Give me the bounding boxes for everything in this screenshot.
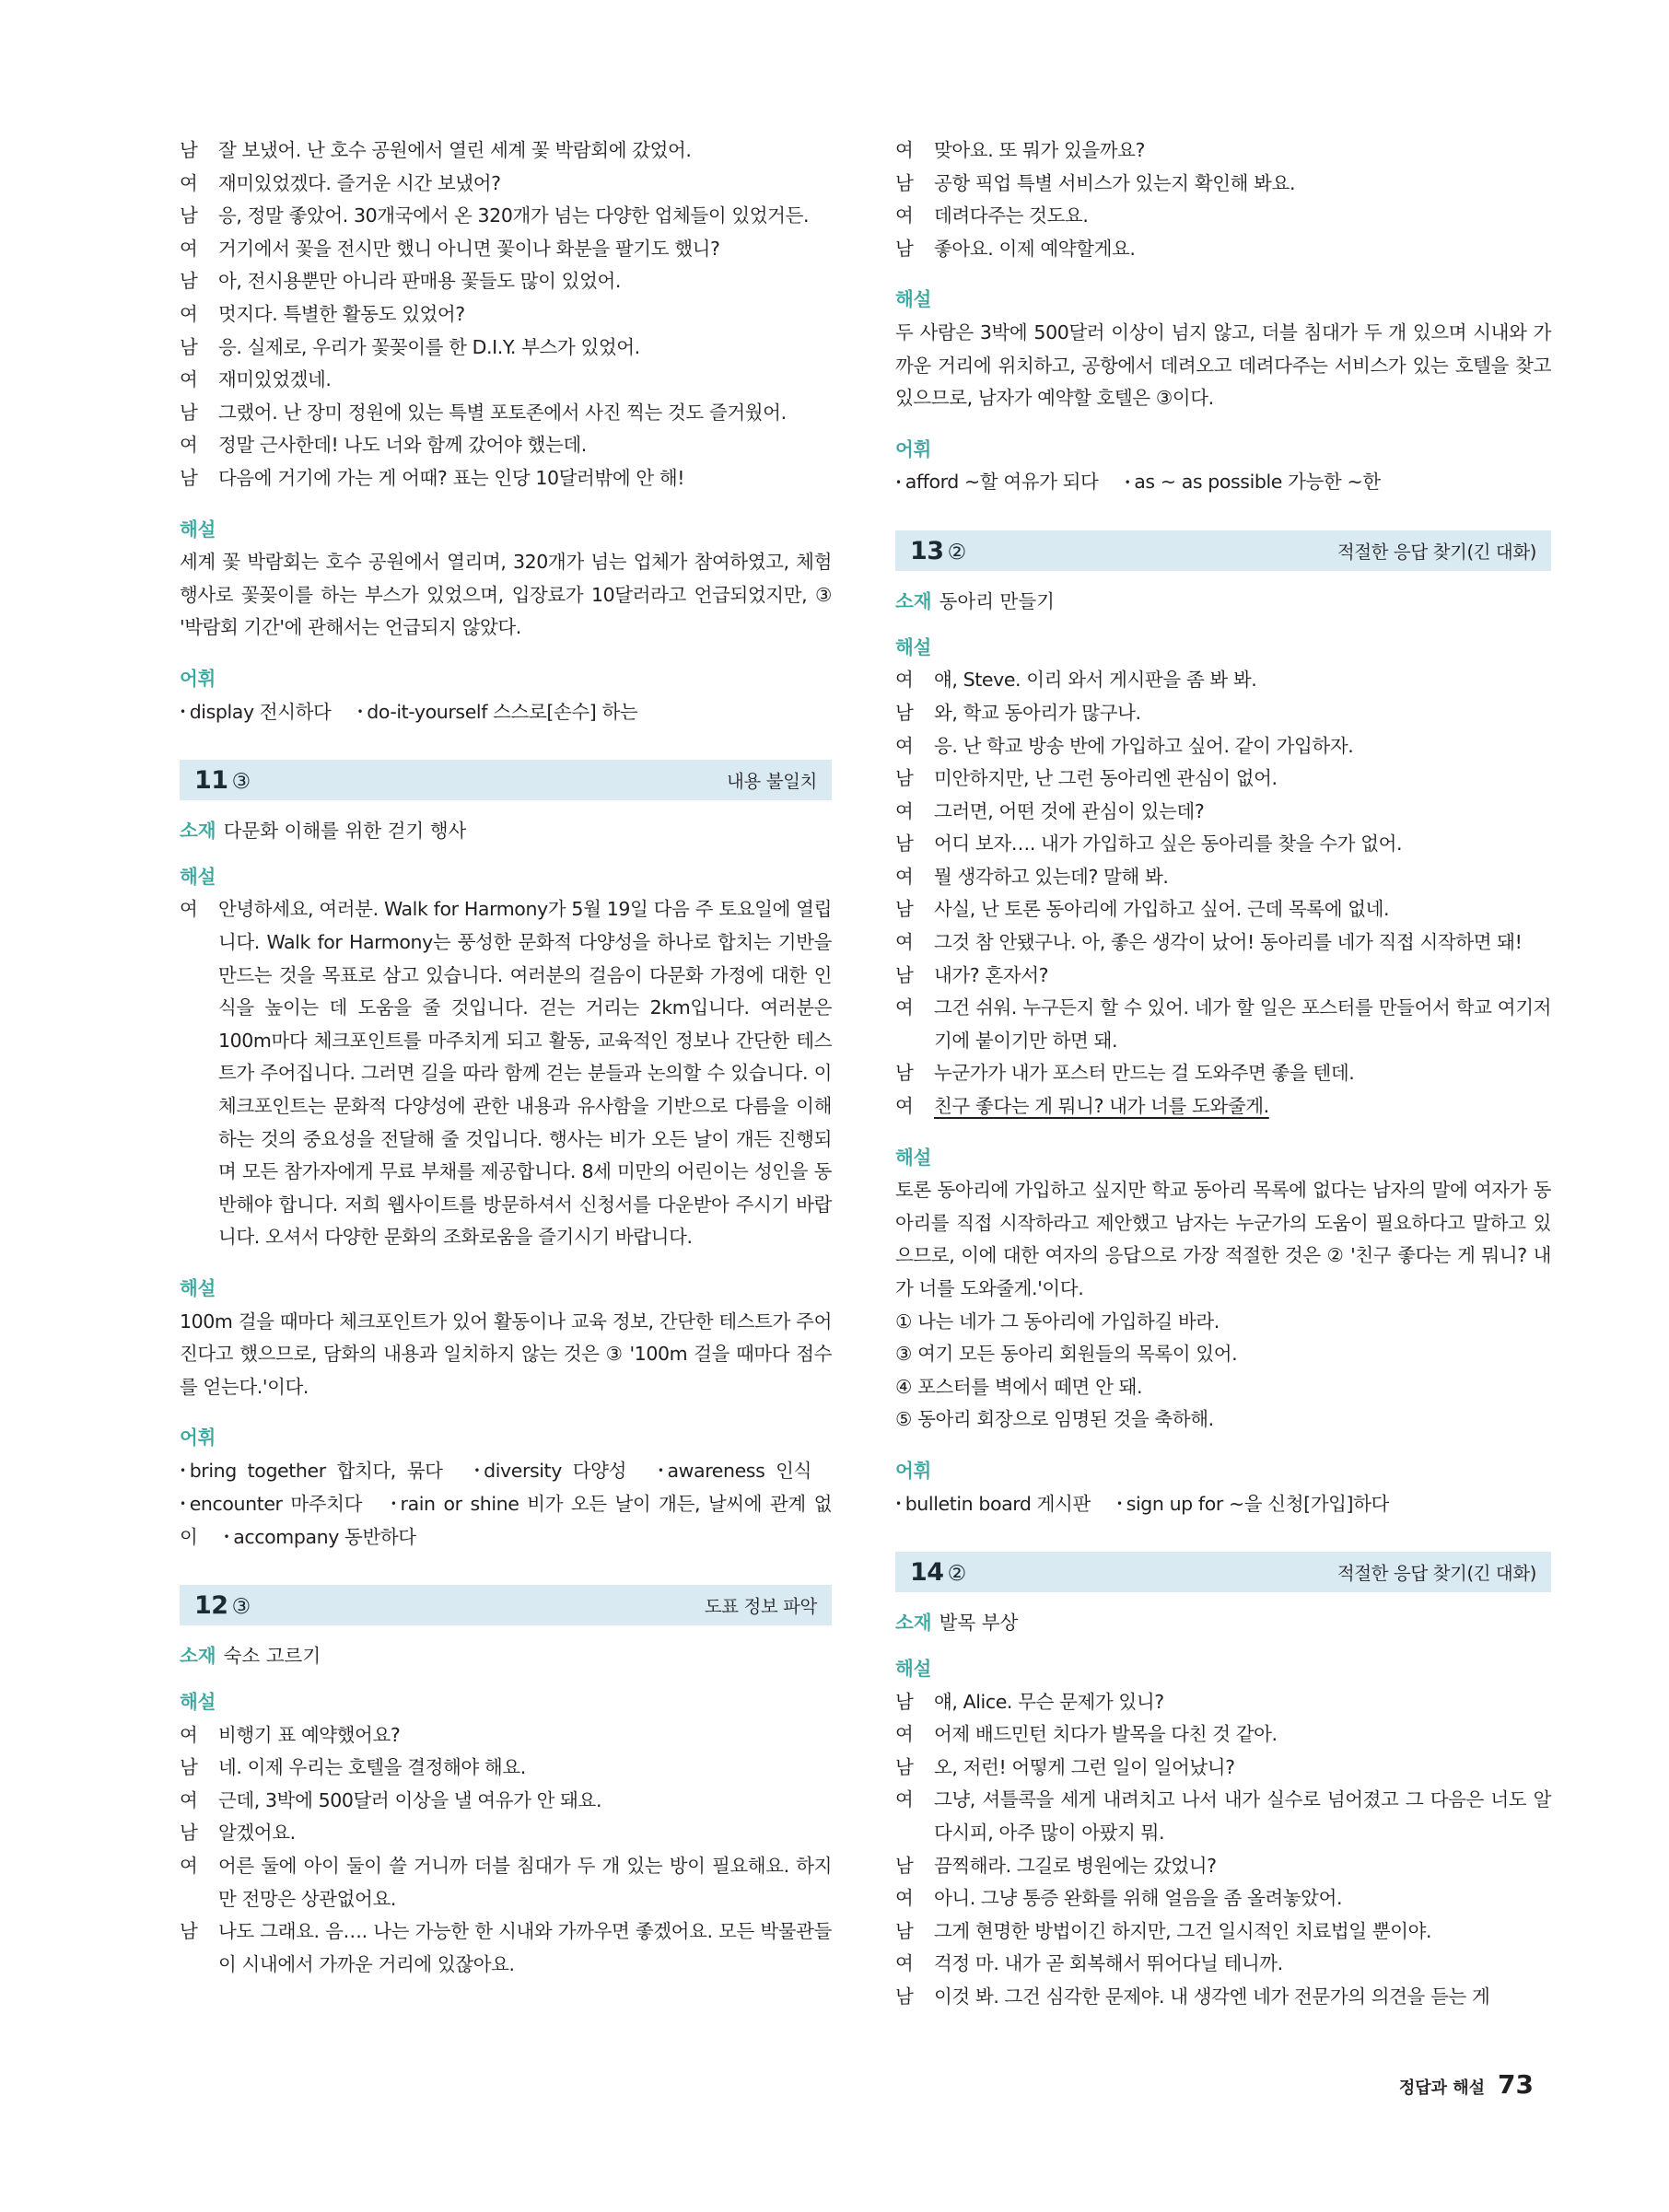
dialogue-line [180,265,832,298]
utterance-text: 아, 전시용뿐만 아니라 판매용 꽃들도 많이 있었어. [218,270,621,293]
dialogue-line [895,763,1551,796]
vocab-item: • sign up for ~을 신청[가입]하다 [1116,1492,1389,1515]
dialogue-line [180,893,832,1254]
speaker-label: 여 [895,996,914,1019]
q10-dialogue [180,134,832,495]
dialogue-line [180,168,832,201]
dialogue-line [895,1686,1551,1719]
answer-option: ① 나는 네가 그 동아리에 가입하길 바라. [895,1310,1220,1333]
speaker-label: 남 [180,401,198,424]
utterance-text: 그랬어. 난 장미 정원에 있는 특별 포토존에서 사진 찍는 것도 즐거웠어. [218,401,787,424]
right-column [895,134,1551,2014]
q11-vocab-heading: 어휘 [180,1426,216,1449]
q11-explanation-heading: 해설 [180,1277,216,1300]
speaker-label: 여 [895,799,914,822]
dialogue-line [895,1948,1551,1981]
utterance-text: 어른 둘에 아이 둘이 쓸 거니까 더블 침대가 두 개 있는 방이 필요해요. 하지만 전망은 상관없어요. [218,1854,832,1910]
utterance-text: 재미있었겠다. 즐거운 시간 보냈어? [218,171,501,194]
utterance-text: 어디 보자…. 내가 가입하고 싶은 동아리를 찾을 수가 없어. [934,832,1403,856]
dialogue-line [895,200,1551,233]
q14-translation-heading: 해설 [895,1657,932,1680]
utterance-text: 공항 픽업 특별 서비스가 있는지 확인해 봐요. [934,171,1296,194]
q11-translation-heading: 해설 [180,865,216,888]
dialogue-line [895,730,1551,763]
dialogue-line [895,1752,1551,1785]
q14-number: 14 ② [910,1557,966,1587]
bullet-icon: • [180,1464,186,1478]
utterance-text: 그냥, 셔틀콕을 세게 내려치고 나서 내가 실수로 넘어졌고 그 다음은 너도 알다시피, 아주 많이 아팠지 뭐. [934,1788,1551,1844]
vocab-item: • display 전시하다 [180,700,332,723]
speaker-label: 남 [180,1822,198,1845]
q13-header-bar [895,530,1551,571]
dialogue-line [895,664,1551,697]
utterance-text: 응. 실제로, 우리가 꽃꽂이를 한 D.I.Y. 부스가 있었어. [218,335,640,358]
vocab-item: • bring together 합치다, 묶다 [180,1459,443,1482]
utterance-text: 네. 이제 우리는 호텔을 결정해야 해요. [218,1756,526,1779]
utterance-text: 잘 보냈어. 난 호수 공원에서 열린 세계 꽃 박람회에 갔었어. [218,139,692,161]
dialogue-line [180,1817,832,1850]
q12-number: 12 ③ [194,1590,251,1620]
speaker-label: 남 [180,1756,198,1779]
vocab-item: • rain or shine 비가 오든 날이 개든, 날씨에 관계 없이 [180,1492,832,1548]
utterance-text: 오, 저런! 어떻게 그런 일이 일어났니? [934,1755,1235,1778]
q10-explanation-heading: 해설 [180,518,216,541]
speaker-label: 여 [180,237,198,260]
q13-answer-line: 여 친구 좋다는 게 뭐니? 내가 너를 도와줄게. [895,1095,1269,1118]
dialogue-line [895,1718,1551,1752]
dialogue-line [180,1719,832,1752]
utterance-text: 나도 그래요. 음…. 나는 가능한 한 시내와 가까우면 좋겠어요. 모든 박물관들이 시내에서 가까운 거리에 있잖아요. [218,1920,832,1975]
speaker-label: 남 [895,898,914,921]
dialogue-line [180,1915,832,1981]
utterance-text: 안녕하세요, 여러분. Walk for Harmony가 5월 19일 다음 주 토요일에 열립니다. Walk for Harmony는 풍성한 문화적 다양성을 하나로 합치는 기반을 만드는 것을 목표로 삼고 있습니다. 여러분의 걸음이 다문화 가정에 대한 인식을 높이는 데 도움을 줄 것입니다. 걷는 거리는 2km입니다. 여러분은 100m마다 체크포인트를 마주치게 되고 활동, 교육적인 정보나 간단한 테스트가 주어집니다. 그러면 길을 따라 함께 걷는 분들과 논의할 수 있습니다. 이 체크포인트는 문화적 다양성에 관한 내용과 유사함을 기반으로 다름을 이해하는 것의 중요성을 전달해 줄 것입니다. 행사는 비가 오든 날이 개든 진행되며 모든 참가자에게 무료 부채를 제공합니다. 8세 미만의 어린이는 성인을 동반해야 합니다. 저희 웹사이트를 방문하셔서 신청서를 다운받아 주시기 바랍니다. 오셔서 다양한 문화의 조화로움을 즐기시기 바랍니다. [218,898,832,1249]
utterance-text: 얘, Alice. 무슨 문제가 있니? [934,1690,1164,1713]
q12-vocab [895,466,1551,499]
bullet-icon: • [895,475,902,489]
dialogue-line [180,134,832,168]
speaker-label: 여 [895,931,914,954]
speaker-label: 남 [895,1985,914,2008]
speaker-label: 남 [180,466,198,489]
utterance-text: 근데, 3박에 500달러 이상을 낼 여유가 안 돼요. [218,1788,602,1811]
dialogue-line [895,796,1551,829]
utterance-text: 응. 난 학교 방송 반에 가입하고 싶어. 같이 가입하자. [934,734,1354,757]
vocab-item: • do-it-yourself 스스로[손수] 하는 [356,700,638,723]
utterance-text: 다음에 거기에 가는 게 어때? 표는 인당 10달러밖에 안 해! [218,466,685,489]
q13-translation-heading: 해설 [895,635,932,658]
speaker-label: 여 [895,669,914,692]
speaker-label: 남 [895,237,914,260]
speaker-label: 남 [180,335,198,358]
utterance-text: 어제 배드민턴 치다가 발목을 다친 것 같아. [934,1723,1278,1746]
utterance-text: 아니. 그냥 통증 완화를 위해 얼음을 좀 올려놓았어. [934,1887,1343,1910]
dialogue-line [180,364,832,397]
q13-dialogue [895,664,1551,1090]
answer-option: ③ 여기 모든 동아리 회원들의 목록이 있어. [895,1343,1238,1366]
speaker-label: 여 [895,1887,914,1910]
utterance-text: 재미있었겠네. [218,368,332,391]
utterance-text: 걱정 마. 내가 곧 회복해서 뛰어다닐 테니까. [934,1952,1283,1975]
utterance-text: 끔찍해라. 그길로 병원에는 갔었니? [934,1854,1217,1877]
speaker-label: 여 [180,1854,198,1877]
speaker-label: 여 [895,1788,914,1811]
bullet-icon: • [356,704,364,718]
utterance-text: 멋지다. 특별한 활동도 있었어? [218,302,465,325]
bullet-icon: • [473,1464,481,1478]
dialogue-line [180,233,832,266]
q10-vocab [180,696,832,729]
speaker-label: 여 [180,368,198,391]
q12-type: 도표 정보 파악 [704,1596,817,1618]
speaker-label: 남 [180,139,198,161]
speaker-label: 남 [895,1755,914,1778]
dialogue-line [895,1915,1551,1949]
footer-text: 정답과 해설 [1398,2078,1486,2098]
speaker-label: 여 [895,139,914,161]
q13-type: 적절한 응답 찾기(긴 대화) [1336,541,1536,564]
speaker-label: 여 [180,898,198,921]
speaker-label: 여 [895,1952,914,1975]
dialogue-line [895,861,1551,894]
utterance-text: 그게 현명한 방법이긴 하지만, 그건 일시적인 치료법일 뿐이야. [934,1919,1432,1942]
speaker-label: 남 [180,1920,198,1943]
speaker-label: 남 [895,1919,914,1942]
dialogue-line [180,1752,832,1785]
dialogue-line [895,992,1551,1057]
utterance-text: 얘, Steve. 이리 와서 게시판을 좀 봐 봐. [934,669,1257,692]
dialogue-line [895,697,1551,730]
utterance-text: 알겠어요. [218,1822,296,1845]
q12-dialogue-part2 [895,134,1551,265]
speaker-label: 남 [895,832,914,856]
speaker-label: 남 [895,701,914,724]
dialogue-line [895,1882,1551,1915]
speaker-label: 남 [180,270,198,293]
dialogue-line [180,397,832,430]
utterance-text: 그건 쉬워. 누구든지 할 수 있어. 네가 할 일은 포스터를 만들어서 학교 여기저기에 붙이기만 하면 돼. [934,996,1551,1052]
dialogue-line [895,893,1551,926]
q12-explanation-heading: 해설 [895,288,932,311]
utterance-text: 데려다주는 것도요. [934,204,1089,227]
vocab-item: • diversity 다양성 [473,1459,626,1482]
q13-explanation: 토론 동아리에 가입하고 싶지만 학교 동아리 목록에 없다는 남자의 말에 여자가 동아리를 직접 시작하라고 제안했고 남자는 누군가의 도움이 필요하다고 말하고 있으므로, 이에 대한 여자의 응답으로 가장 적절한 것은 ② '친구 좋다는 게 뭐니? 내가 너를 도와줄게.'이다. [895,1179,1551,1300]
vocab-item: • afford ~할 여유가 되다 [895,471,1099,494]
dialogue-line [895,926,1551,960]
q11-vocab [180,1455,832,1554]
dialogue-line [180,332,832,365]
vocab-item: • awareness 인식 [657,1459,811,1482]
q14-topic: 소재 발목 부상 [895,1612,1019,1635]
q13-underlined-answer: 친구 좋다는 게 뭐니? 내가 너를 도와줄게. [934,1095,1269,1118]
speaker-label: 남 [895,1854,914,1877]
q11-topic: 소재 다문화 이해를 위한 걷기 행사 [180,820,467,843]
speaker-label: 여 [180,1723,198,1746]
utterance-text: 이것 봐. 그건 심각한 문제야. 내 생각엔 네가 전문가의 의견을 듣는 게 [934,1985,1490,2008]
vocab-item: • as ~ as possible 가능한 ~한 [1124,471,1381,494]
vocab-item: • bulletin board 게시판 [895,1492,1091,1515]
dialogue-line [180,462,832,495]
speaker-label: 여 [895,734,914,757]
utterance-text: 비행기 표 예약했어요? [218,1723,401,1746]
speaker-label: 남 [895,171,914,194]
q12-translation-heading: 해설 [180,1690,216,1713]
vocab-item: • accompany 동반하다 [223,1525,416,1548]
bullet-icon: • [657,1464,664,1478]
q12-topic: 소재 숙소 고르기 [180,1645,321,1668]
q14-type: 적절한 응답 찾기(긴 대화) [1336,1563,1536,1585]
dialogue-line [895,233,1551,266]
bullet-icon: • [223,1530,230,1543]
q11-number: 11 ③ [194,765,251,795]
utterance-text: 정말 근사한데! 나도 너와 함께 갔어야 했는데. [218,434,587,457]
speaker-label: 남 [895,1062,914,1085]
utterance-text: 누군가가 내가 포스터 만드는 걸 도와주면 좋을 텐데. [934,1062,1355,1085]
q12-vocab-heading: 어휘 [895,437,932,460]
dialogue-line [895,960,1551,993]
bullet-icon: • [180,704,186,718]
utterance-text: 사실, 난 토론 동아리에 가입하고 싶어. 근데 목록에 없네. [934,898,1390,921]
answer-option: ⑤ 동아리 회장으로 임명된 것을 축하해. [895,1408,1214,1431]
utterance-text: 좋아요. 이제 예약할게요. [934,237,1136,260]
q13-explanation-heading: 해설 [895,1146,932,1169]
dialogue-line [895,1784,1551,1849]
dialogue-line [180,200,832,233]
dialogue-line [895,1981,1551,2014]
speaker-label: 남 [895,963,914,986]
speaker-label: 여 [895,1723,914,1746]
dialogue-line [895,168,1551,201]
speaker-label: 여 [895,204,914,227]
bullet-icon: • [1124,475,1131,489]
q12-header-bar [180,1585,832,1625]
page-footer [1399,2069,1534,2100]
utterance-text: 뭘 생각하고 있는데? 말해 봐. [934,865,1169,888]
q11-explanation: 100m 걸을 때마다 체크포인트가 있어 활동이나 교육 정보, 간단한 테스트가 주어진다고 했으므로, 담화의 내용과 일치하지 않는 것은 ③ '100m 걸을 때마다 점수를 얻는다.'이다. [180,1310,832,1398]
utterance-text: 응, 정말 좋았어. 30개국에서 온 320개가 넘는 다양한 업체들이 있었거든. [218,204,810,227]
speaker-label: 남 [895,767,914,790]
dialogue-line [895,828,1551,861]
utterance-text: 맞아요. 또 뭐가 있을까요? [934,139,1145,161]
utterance-text: 미안하지만, 난 그런 동아리엔 관심이 없어. [934,767,1278,790]
q10-vocab-heading: 어휘 [180,667,216,690]
dialogue-line [180,429,832,462]
q12-dialogue-part1 [180,1719,832,1982]
utterance-text: 그러면, 어떤 것에 관심이 있는데? [934,799,1205,822]
bullet-icon: • [390,1496,397,1510]
bullet-icon: • [180,1496,186,1510]
q13-vocab [895,1488,1551,1521]
q13-vocab-heading: 어휘 [895,1459,932,1482]
dialogue-line [180,1785,832,1818]
speaker-label: 여 [180,302,198,325]
speaker-label: 여 [180,1788,198,1811]
bullet-icon: • [1116,1496,1123,1510]
page-number: 73 [1498,2069,1534,2100]
dialogue-line [895,1850,1551,1883]
q11-type: 내용 불일치 [727,771,817,793]
bullet-icon: • [895,1496,902,1510]
left-column [180,134,832,1981]
speaker-label: 여 [180,171,198,194]
dialogue-line [895,134,1551,168]
q11-dialogue [180,893,832,1254]
q13-number: 13 ② [910,536,966,565]
utterance-text: 그것 참 안됐구나. 아, 좋은 생각이 났어! 동아리를 네가 직접 시작하면 돼! [934,931,1523,954]
dialogue-line [180,1850,832,1915]
q13-options [895,1306,1551,1437]
speaker-label: 남 [180,204,198,227]
q11-header-bar [180,760,832,800]
utterance-text: 거기에서 꽃을 전시만 했니 아니면 꽃이나 화분을 팔기도 했니? [218,237,720,260]
q10-explanation: 세계 꽃 박람회는 호수 공원에서 열리며, 320개가 넘는 업체가 참여하였고, 체험 행사로 꽃꽂이를 하는 부스가 있었으며, 입장료가 10달러라고 언급되었지만, ③ '박람회 기간'에 관해서는 언급되지 않았다. [180,551,832,639]
q12-explanation: 두 사람은 3박에 500달러 이상이 넘지 않고, 더블 침대가 두 개 있으며 시내와 가까운 거리에 위치하고, 공항에서 데려오고 데려다주는 서비스가 있는 호텔을 찾고 있으므로, 남자가 예약할 호텔은 ③이다. [895,320,1551,410]
speaker-label: 남 [895,1690,914,1713]
answer-option: ④ 포스터를 벽에서 떼면 안 돼. [895,1375,1143,1398]
q14-dialogue [895,1686,1551,2014]
speaker-label: 여 [895,865,914,888]
vocab-item: • encounter 마주치다 [180,1492,363,1515]
speaker-label: 여 [180,434,198,457]
dialogue-line [180,298,832,332]
q14-header-bar [895,1552,1551,1592]
dialogue-line [895,1057,1551,1090]
utterance-text: 와, 학교 동아리가 많구나. [934,701,1141,724]
utterance-text: 내가? 혼자서? [934,963,1049,986]
q13-topic: 소재 동아리 만들기 [895,590,1055,613]
